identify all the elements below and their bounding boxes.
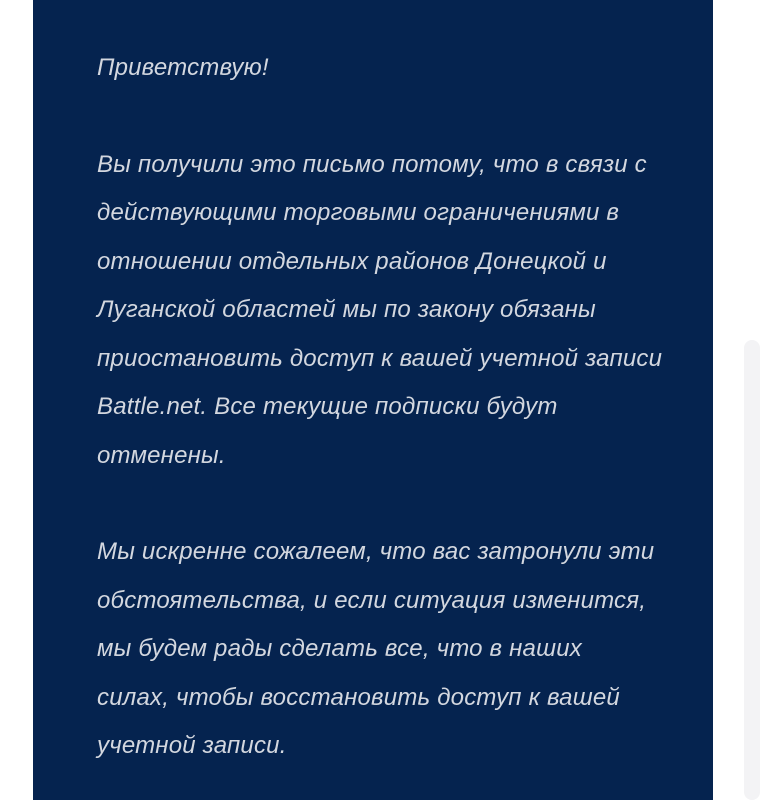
email-paragraph-1 [97, 141, 713, 481]
paragraph-1-line: Луганской областей мы по закону обязаны [97, 296, 596, 323]
scrollbar-track[interactable] [744, 340, 760, 800]
paragraph-1-line: Вы получили это письмо потому, что в связи с [97, 150, 647, 178]
paragraph-1-line: приостановить доступ к вашей учетной записи [97, 344, 663, 372]
email-body-panel [33, 0, 713, 800]
paragraph-1-line: действующими торговыми ограничениями в [97, 199, 620, 226]
paragraph-2-line: обстоятельства, и если ситуация изменится, [97, 586, 647, 614]
paragraph-2-line: Мы искренне сожалеем, что вас затронули эти [97, 538, 655, 565]
paragraph-2-line: силах, чтобы восстановить доступ к вашей [97, 683, 620, 711]
paragraph-1-line: Battle.net. Все текущие подписки будут [97, 393, 558, 420]
paragraph-2-line: мы будем рады сделать все, что в наших [97, 635, 582, 662]
paragraph-2-line: учетной записи. [97, 732, 287, 759]
email-paragraph-2 [97, 528, 713, 771]
paragraph-1-line: отменены. [97, 441, 226, 469]
paragraph-1-line: отношении отдельных районов Донецкой и [97, 247, 607, 275]
email-greeting: Приветствую! [97, 54, 269, 81]
